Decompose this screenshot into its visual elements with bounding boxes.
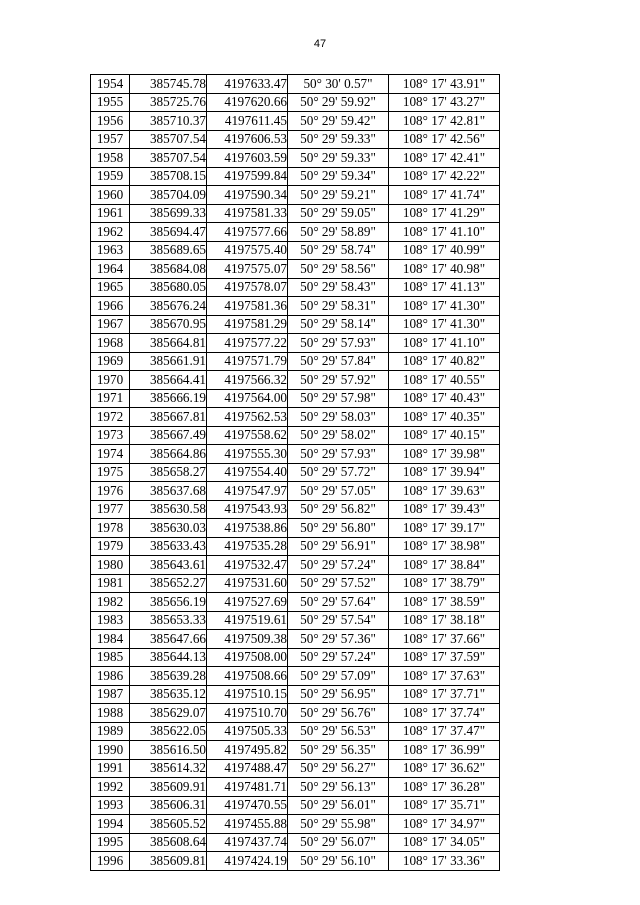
longitude-cell: 108° 17' 37.47" (389, 722, 500, 741)
point-id-cell: 1956 (91, 112, 130, 131)
point-id-cell: 1962 (91, 223, 130, 242)
longitude-cell: 108° 17' 41.74" (389, 186, 500, 205)
latitude-cell: 50° 29' 59.34" (288, 167, 389, 186)
easting-cell: 385708.15 (130, 167, 207, 186)
table-row (91, 759, 500, 778)
point-id-cell: 1955 (91, 93, 130, 112)
point-id-cell: 1990 (91, 741, 130, 760)
longitude-cell: 108° 17' 34.05" (389, 833, 500, 852)
latitude-cell: 50° 29' 58.56" (288, 260, 389, 279)
easting-cell: 385707.54 (130, 130, 207, 149)
latitude-cell: 50° 30' 0.57" (288, 75, 389, 94)
point-id-cell: 1983 (91, 611, 130, 630)
latitude-cell: 50° 29' 59.33" (288, 149, 389, 168)
table-row (91, 463, 500, 482)
point-id-cell: 1980 (91, 556, 130, 575)
longitude-cell: 108° 17' 41.10" (389, 223, 500, 242)
table-row (91, 186, 500, 205)
northing-cell: 4197620.66 (207, 93, 288, 112)
easting-cell: 385745.78 (130, 75, 207, 94)
longitude-cell: 108° 17' 41.30" (389, 315, 500, 334)
longitude-cell: 108° 17' 36.99" (389, 741, 500, 760)
northing-cell: 4197575.40 (207, 241, 288, 260)
latitude-cell: 50° 29' 59.05" (288, 204, 389, 223)
latitude-cell: 50° 29' 57.52" (288, 574, 389, 593)
northing-cell: 4197532.47 (207, 556, 288, 575)
longitude-cell: 108° 17' 40.82" (389, 352, 500, 371)
point-id-cell: 1987 (91, 685, 130, 704)
northing-cell: 4197581.33 (207, 204, 288, 223)
latitude-cell: 50° 29' 56.27" (288, 759, 389, 778)
easting-cell: 385664.81 (130, 334, 207, 353)
table-row (91, 371, 500, 390)
table-row (91, 315, 500, 334)
easting-cell: 385644.13 (130, 648, 207, 667)
point-id-cell: 1976 (91, 482, 130, 501)
latitude-cell: 50° 29' 56.82" (288, 500, 389, 519)
easting-cell: 385608.64 (130, 833, 207, 852)
longitude-cell: 108° 17' 34.97" (389, 815, 500, 834)
longitude-cell: 108° 17' 33.36" (389, 852, 500, 871)
point-id-cell: 1970 (91, 371, 130, 390)
northing-cell: 4197495.82 (207, 741, 288, 760)
northing-cell: 4197527.69 (207, 593, 288, 612)
latitude-cell: 50° 29' 56.13" (288, 778, 389, 797)
latitude-cell: 50° 29' 56.80" (288, 519, 389, 538)
northing-cell: 4197590.34 (207, 186, 288, 205)
northing-cell: 4197481.71 (207, 778, 288, 797)
table-row (91, 93, 500, 112)
latitude-cell: 50° 29' 56.10" (288, 852, 389, 871)
northing-cell: 4197571.79 (207, 352, 288, 371)
point-id-cell: 1964 (91, 260, 130, 279)
northing-cell: 4197508.00 (207, 648, 288, 667)
point-id-cell: 1957 (91, 130, 130, 149)
longitude-cell: 108° 17' 42.22" (389, 167, 500, 186)
longitude-cell: 108° 17' 40.99" (389, 241, 500, 260)
longitude-cell: 108° 17' 38.98" (389, 537, 500, 556)
latitude-cell: 50° 29' 57.92" (288, 371, 389, 390)
page-number: 47 (313, 38, 327, 50)
northing-cell: 4197566.32 (207, 371, 288, 390)
point-id-cell: 1985 (91, 648, 130, 667)
longitude-cell: 108° 17' 38.18" (389, 611, 500, 630)
easting-cell: 385666.19 (130, 389, 207, 408)
latitude-cell: 50° 29' 58.43" (288, 278, 389, 297)
table-row (91, 667, 500, 686)
point-id-cell: 1966 (91, 297, 130, 316)
point-id-cell: 1996 (91, 852, 130, 871)
easting-cell: 385606.31 (130, 796, 207, 815)
longitude-cell: 108° 17' 37.59" (389, 648, 500, 667)
latitude-cell: 50° 29' 58.03" (288, 408, 389, 427)
longitude-cell: 108° 17' 43.27" (389, 93, 500, 112)
table-row (91, 445, 500, 464)
point-id-cell: 1988 (91, 704, 130, 723)
longitude-cell: 108° 17' 38.59" (389, 593, 500, 612)
point-id-cell: 1972 (91, 408, 130, 427)
longitude-cell: 108° 17' 42.41" (389, 149, 500, 168)
northing-cell: 4197535.28 (207, 537, 288, 556)
northing-cell: 4197437.74 (207, 833, 288, 852)
easting-cell: 385676.24 (130, 297, 207, 316)
latitude-cell: 50° 29' 57.54" (288, 611, 389, 630)
northing-cell: 4197575.07 (207, 260, 288, 279)
point-id-cell: 1992 (91, 778, 130, 797)
easting-cell: 385630.58 (130, 500, 207, 519)
northing-cell: 4197555.30 (207, 445, 288, 464)
latitude-cell: 50° 29' 57.36" (288, 630, 389, 649)
table-row (91, 278, 500, 297)
point-id-cell: 1994 (91, 815, 130, 834)
longitude-cell: 108° 17' 36.28" (389, 778, 500, 797)
point-id-cell: 1981 (91, 574, 130, 593)
table-row (91, 630, 500, 649)
longitude-cell: 108° 17' 41.29" (389, 204, 500, 223)
northing-cell: 4197558.62 (207, 426, 288, 445)
point-id-cell: 1986 (91, 667, 130, 686)
table-row (91, 112, 500, 131)
easting-cell: 385725.76 (130, 93, 207, 112)
point-id-cell: 1959 (91, 167, 130, 186)
point-id-cell: 1965 (91, 278, 130, 297)
latitude-cell: 50° 29' 56.76" (288, 704, 389, 723)
table-row (91, 297, 500, 316)
easting-cell: 385689.65 (130, 241, 207, 260)
table-row (91, 223, 500, 242)
longitude-cell: 108° 17' 42.81" (389, 112, 500, 131)
point-id-cell: 1993 (91, 796, 130, 815)
point-id-cell: 1991 (91, 759, 130, 778)
northing-cell: 4197633.47 (207, 75, 288, 94)
coordinates-table-body (91, 75, 500, 871)
northing-cell: 4197578.07 (207, 278, 288, 297)
table-row (91, 149, 500, 168)
longitude-cell: 108° 17' 40.55" (389, 371, 500, 390)
northing-cell: 4197543.93 (207, 500, 288, 519)
longitude-cell: 108° 17' 39.98" (389, 445, 500, 464)
table-row (91, 852, 500, 871)
northing-cell: 4197603.59 (207, 149, 288, 168)
table-row (91, 204, 500, 223)
easting-cell: 385664.41 (130, 371, 207, 390)
coordinates-table (90, 74, 500, 871)
table-row (91, 352, 500, 371)
easting-cell: 385629.07 (130, 704, 207, 723)
northing-cell: 4197488.47 (207, 759, 288, 778)
longitude-cell: 108° 17' 38.84" (389, 556, 500, 575)
northing-cell: 4197509.38 (207, 630, 288, 649)
longitude-cell: 108° 17' 37.66" (389, 630, 500, 649)
latitude-cell: 50° 29' 59.42" (288, 112, 389, 131)
table-row (91, 593, 500, 612)
table-row (91, 796, 500, 815)
point-id-cell: 1995 (91, 833, 130, 852)
point-id-cell: 1954 (91, 75, 130, 94)
latitude-cell: 50° 29' 56.07" (288, 833, 389, 852)
latitude-cell: 50° 29' 57.93" (288, 334, 389, 353)
easting-cell: 385710.37 (130, 112, 207, 131)
latitude-cell: 50° 29' 56.95" (288, 685, 389, 704)
latitude-cell: 50° 29' 58.31" (288, 297, 389, 316)
point-id-cell: 1958 (91, 149, 130, 168)
table-row (91, 722, 500, 741)
easting-cell: 385653.33 (130, 611, 207, 630)
latitude-cell: 50° 29' 57.84" (288, 352, 389, 371)
longitude-cell: 108° 17' 41.10" (389, 334, 500, 353)
latitude-cell: 50° 29' 57.72" (288, 463, 389, 482)
table-row (91, 408, 500, 427)
easting-cell: 385614.32 (130, 759, 207, 778)
easting-cell: 385694.47 (130, 223, 207, 242)
latitude-cell: 50° 29' 56.53" (288, 722, 389, 741)
longitude-cell: 108° 17' 40.15" (389, 426, 500, 445)
point-id-cell: 1982 (91, 593, 130, 612)
table-row (91, 833, 500, 852)
easting-cell: 385684.08 (130, 260, 207, 279)
northing-cell: 4197599.84 (207, 167, 288, 186)
table-row (91, 482, 500, 501)
table-row (91, 815, 500, 834)
easting-cell: 385707.54 (130, 149, 207, 168)
table-row (91, 241, 500, 260)
northing-cell: 4197554.40 (207, 463, 288, 482)
easting-cell: 385630.03 (130, 519, 207, 538)
longitude-cell: 108° 17' 41.30" (389, 297, 500, 316)
table-row (91, 260, 500, 279)
northing-cell: 4197510.70 (207, 704, 288, 723)
point-id-cell: 1975 (91, 463, 130, 482)
table-row (91, 685, 500, 704)
longitude-cell: 108° 17' 40.98" (389, 260, 500, 279)
easting-cell: 385643.61 (130, 556, 207, 575)
northing-cell: 4197611.45 (207, 112, 288, 131)
easting-cell: 385633.43 (130, 537, 207, 556)
northing-cell: 4197508.66 (207, 667, 288, 686)
table-row (91, 574, 500, 593)
table-row (91, 648, 500, 667)
northing-cell: 4197581.36 (207, 297, 288, 316)
latitude-cell: 50° 29' 59.33" (288, 130, 389, 149)
point-id-cell: 1973 (91, 426, 130, 445)
latitude-cell: 50° 29' 57.24" (288, 556, 389, 575)
northing-cell: 4197424.19 (207, 852, 288, 871)
easting-cell: 385622.05 (130, 722, 207, 741)
latitude-cell: 50° 29' 58.02" (288, 426, 389, 445)
point-id-cell: 1967 (91, 315, 130, 334)
longitude-cell: 108° 17' 36.62" (389, 759, 500, 778)
point-id-cell: 1978 (91, 519, 130, 538)
latitude-cell: 50° 29' 58.74" (288, 241, 389, 260)
longitude-cell: 108° 17' 40.43" (389, 389, 500, 408)
table-row (91, 537, 500, 556)
point-id-cell: 1971 (91, 389, 130, 408)
table-row (91, 389, 500, 408)
latitude-cell: 50° 29' 57.24" (288, 648, 389, 667)
northing-cell: 4197547.97 (207, 482, 288, 501)
easting-cell: 385635.12 (130, 685, 207, 704)
latitude-cell: 50° 29' 57.09" (288, 667, 389, 686)
latitude-cell: 50° 29' 57.64" (288, 593, 389, 612)
easting-cell: 385670.95 (130, 315, 207, 334)
latitude-cell: 50° 29' 57.93" (288, 445, 389, 464)
easting-cell: 385664.86 (130, 445, 207, 464)
easting-cell: 385637.68 (130, 482, 207, 501)
northing-cell: 4197455.88 (207, 815, 288, 834)
point-id-cell: 1969 (91, 352, 130, 371)
longitude-cell: 108° 17' 39.63" (389, 482, 500, 501)
northing-cell: 4197606.53 (207, 130, 288, 149)
easting-cell: 385639.28 (130, 667, 207, 686)
point-id-cell: 1984 (91, 630, 130, 649)
northing-cell: 4197510.15 (207, 685, 288, 704)
table-row (91, 519, 500, 538)
easting-cell: 385647.66 (130, 630, 207, 649)
easting-cell: 385616.50 (130, 741, 207, 760)
longitude-cell: 108° 17' 41.13" (389, 278, 500, 297)
point-id-cell: 1974 (91, 445, 130, 464)
point-id-cell: 1977 (91, 500, 130, 519)
longitude-cell: 108° 17' 38.79" (389, 574, 500, 593)
latitude-cell: 50° 29' 56.01" (288, 796, 389, 815)
easting-cell: 385656.19 (130, 593, 207, 612)
northing-cell: 4197577.22 (207, 334, 288, 353)
northing-cell: 4197577.66 (207, 223, 288, 242)
northing-cell: 4197564.00 (207, 389, 288, 408)
point-id-cell: 1989 (91, 722, 130, 741)
northing-cell: 4197581.29 (207, 315, 288, 334)
table-row (91, 167, 500, 186)
point-id-cell: 1963 (91, 241, 130, 260)
table-row (91, 500, 500, 519)
longitude-cell: 108° 17' 42.56" (389, 130, 500, 149)
easting-cell: 385609.81 (130, 852, 207, 871)
longitude-cell: 108° 17' 43.91" (389, 75, 500, 94)
northing-cell: 4197562.53 (207, 408, 288, 427)
longitude-cell: 108° 17' 35.71" (389, 796, 500, 815)
latitude-cell: 50° 29' 56.91" (288, 537, 389, 556)
point-id-cell: 1968 (91, 334, 130, 353)
table-row (91, 75, 500, 94)
latitude-cell: 50° 29' 58.14" (288, 315, 389, 334)
latitude-cell: 50° 29' 56.35" (288, 741, 389, 760)
longitude-cell: 108° 17' 40.35" (389, 408, 500, 427)
longitude-cell: 108° 17' 37.74" (389, 704, 500, 723)
table-row (91, 130, 500, 149)
easting-cell: 385652.27 (130, 574, 207, 593)
table-row (91, 704, 500, 723)
easting-cell: 385605.52 (130, 815, 207, 834)
easting-cell: 385609.91 (130, 778, 207, 797)
northing-cell: 4197538.86 (207, 519, 288, 538)
latitude-cell: 50° 29' 57.05" (288, 482, 389, 501)
point-id-cell: 1960 (91, 186, 130, 205)
longitude-cell: 108° 17' 37.63" (389, 667, 500, 686)
table-row (91, 778, 500, 797)
latitude-cell: 50° 29' 57.98" (288, 389, 389, 408)
table-row (91, 556, 500, 575)
easting-cell: 385680.05 (130, 278, 207, 297)
northing-cell: 4197505.33 (207, 722, 288, 741)
table-row (91, 426, 500, 445)
easting-cell: 385658.27 (130, 463, 207, 482)
point-id-cell: 1979 (91, 537, 130, 556)
point-id-cell: 1961 (91, 204, 130, 223)
longitude-cell: 108° 17' 39.43" (389, 500, 500, 519)
latitude-cell: 50° 29' 55.98" (288, 815, 389, 834)
table-row (91, 611, 500, 630)
longitude-cell: 108° 17' 39.94" (389, 463, 500, 482)
longitude-cell: 108° 17' 39.17" (389, 519, 500, 538)
northing-cell: 4197470.55 (207, 796, 288, 815)
longitude-cell: 108° 17' 37.71" (389, 685, 500, 704)
latitude-cell: 50° 29' 59.92" (288, 93, 389, 112)
easting-cell: 385704.09 (130, 186, 207, 205)
easting-cell: 385699.33 (130, 204, 207, 223)
northing-cell: 4197519.61 (207, 611, 288, 630)
latitude-cell: 50° 29' 58.89" (288, 223, 389, 242)
easting-cell: 385667.81 (130, 408, 207, 427)
table-row (91, 741, 500, 760)
latitude-cell: 50° 29' 59.21" (288, 186, 389, 205)
northing-cell: 4197531.60 (207, 574, 288, 593)
table-row (91, 334, 500, 353)
easting-cell: 385661.91 (130, 352, 207, 371)
easting-cell: 385667.49 (130, 426, 207, 445)
